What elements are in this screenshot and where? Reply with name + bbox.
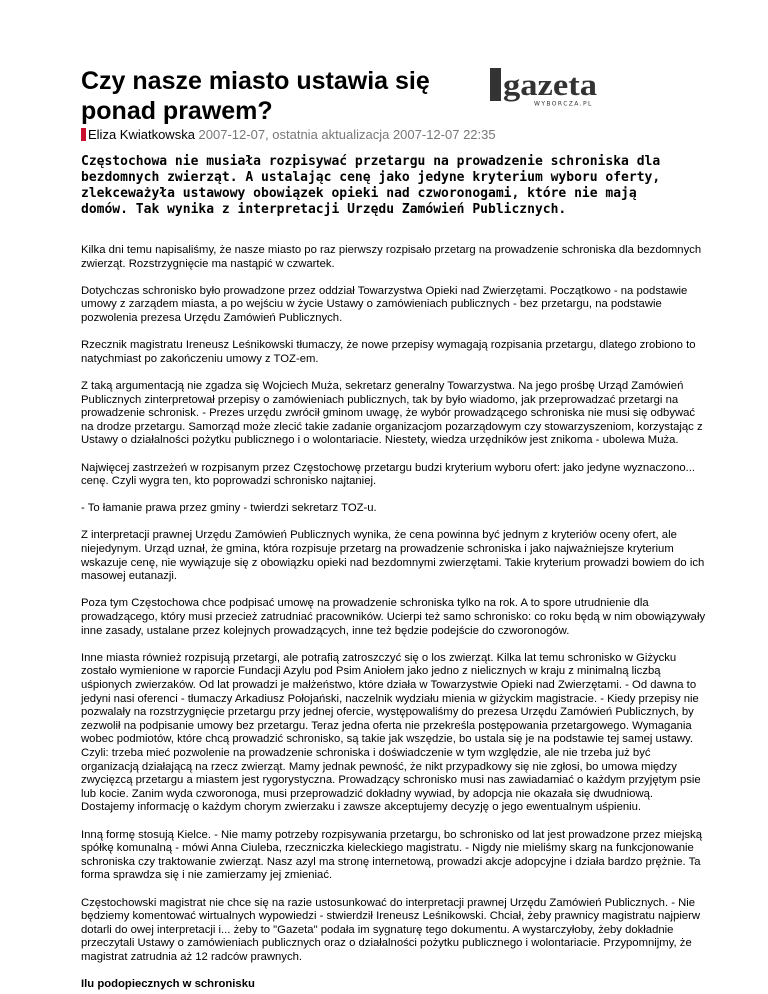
- paragraph: Inne miasta również rozpisują przetargi, ale potrafią zatroszczyć się o los zwierząt. Kilka lat temu schronisko w Giżycku zostało wymienione w raporcie Fundacji Azylu pod Psim Aniołem jako jedno z nielicznych w kraju z minimalną liczbą uśpionych zwierzaków. Od lat prowadzi je małżeństwo, które działa w Towarzystwie Opieki nad Zwierzętami. - Od dawna to jedyni nasi oferenci - tłumaczy Arkadiusz Połojański, naczelnik wydziału mienia w giżyckim magistracie. - Kiedy przepisy nie pozwalały na rozstrzygnięcie przetargu przy jednej ofercie, występowaliśmy do prezesa Urzędu Zamówień Publicznych, by zezwolił na podpisanie umowy bez przetargu. Teraz jedna oferta nie przekreśla postępowania przetargowego. Wymagania wobec podmiotów, które chcą prowadzić schronisko, są takie jak wszędzie, bo ustala się je na podstawie tej samej ustawy. Czyli: trzeba mieć pozwolenie na prowadzenie schroniska i doświadczenie w tym względzie, ale nie trzeba już być organizacją działającą na rzecz zwierząt. Mamy jednak pewność, że nikt przypadkowy się nie zgłosi, bo umowa między zwycięzcą przetargu a miastem jest rygorystyczna. Prowadzący schronisko musi nas zawiadamiać o każdym przyjętym psie lub kocie. Zanim wyda czworonoga, musi przeprowadzić dokładny wywiad, by adopcja nie okazała się dwudniową. Dostajemy informację o każdym chorym zwierzaku i zawsze akceptujemy decyzję o jego ewentualnym uśpieniu.: [81, 651, 701, 814]
- paragraph: Częstochowski magistrat nie chce się na razie ustosunkować do interpretacji prawnej Urzędu Zamówień Publicznych. - Nie będziemy komentować wirtualnych wypowiedzi - stwierdził Ireneusz Leśnikowski. Chciał, żeby prawnicy magistratu najpierw dotarli do owej interpretacji i... żeby to "Gazeta" podała im sygnaturę tego dokumentu. A wystarczyłoby, żeby dokładnie przeczytali Ustawy o zamówieniach publicznych oraz o działalności pożytku publicznego i wolontariacie. Przypomnijmy, że magistrat zatrudnia aż 12 radców prawnych.: [81, 896, 701, 963]
- paragraph: Najwięcej zastrzeżeń w rozpisanym przez Częstochowę przetargu budzi kryterium wyboru ofert: jako jedyne wyznaczono... cenę. Czyli wygra ten, kto poprowadzi schronisko najtaniej.: [81, 461, 696, 488]
- logo-wordmark: gazeta: [503, 68, 598, 102]
- paragraph: - To łamanie prawa przez gminy - twierdzi sekretarz TOZ-u.: [81, 502, 377, 515]
- byline-marker: [81, 128, 86, 141]
- byline: [81, 127, 496, 143]
- paragraph: Dotychczas schronisko było prowadzone przez oddział Towarzystwa Opieki nad Zwierzętami. Początkowo - na podstawie umowy z zarządem miasta, a po wejściu w życie Ustawy o zamówieniach publicznych - bez przetargu, na podstawie pozwolenia prezesa Urzędu Zamówień Publicznych.: [81, 284, 688, 324]
- paragraph: Z taką argumentacją nie zgadza się Wojciech Muża, sekretarz generalny Towarzystwa. Na jego prośbę Urząd Zamówień Publicznych zinterpretował przepisy o zamówieniach publicznych, tak by było wiadomo, jak przeprowadzać przetargi na prowadzenie schronisk. - Prezes urzędu zwrócił gminom uwagę, że wybór prowadzącego schroniska nie musi się odbywać na drodze przetargu. Samorząd może zlecić takie zadanie organizacjom pozarządowym czy stowarzyszeniom, korzystając z Ustawy o działalności pożytku publicznego i o wolontariacie. Niestety, wiedza urzędników jest znikoma - ubolewa Muża.: [81, 379, 703, 447]
- paragraph: Z interpretacji prawnej Urzędu Zamówień Publicznych wynika, że cena powinna być jednym z kryteriów oceny ofert, ale niejedynym. Urząd uznał, że gmina, która rozpisuje przetarg na prowadzenie schroniska i jako najważniejsze kryterium wskazuje cenę, nie wywiązuje się z obowiązku opieki nad bezdomnymi zwierzętami. Takie kryterium prowadzi bowiem do ich masowej eutanazji.: [81, 529, 705, 583]
- paragraph: Kilka dni temu napisaliśmy, że nasze miasto po raz pierwszy rozpisało przetarg na prowadzenie schroniska dla bezdomnych zwierząt. Rozstrzygnięcie ma nastąpić w czwartek.: [81, 244, 702, 270]
- subheading: Ilu podopiecznych w schronisku: [81, 978, 255, 991]
- article-lead: Częstochowa nie musiała rozpisywać przetargu na prowadzenie schroniska dla bezdomnych zwierząt. A ustalając cenę jako jedyne kryterium wyboru oferty, zlekceważyła ustawowy obowiązek opieki nad czworonogami, które nie mają domów. Tak wynika z interpretacji Urzędu Zamówień Publicznych.: [81, 154, 661, 217]
- logo-subtext: WYBORCZA.PL: [534, 100, 593, 108]
- gazeta-logo: [490, 68, 598, 108]
- paragraph: Poza tym Częstochowa chce podpisać umowę na prowadzenie schroniska tylko na rok. A to spore utrudnienie dla prowadzącego, który musi przecież zatrudniać pracowników. Ucierpi też samo schronisko: co roku będą w nim obowiązywały inne zasady, ustalane przez kolejnych prowadzących, inne też będzie podejście do czworonogów.: [81, 597, 706, 637]
- article-body: [81, 244, 706, 992]
- paragraph: Inną formę stosują Kielce. - Nie mamy potrzeby rozpisywania przetargu, bo schronisko od lat jest prowadzone przez miejską spółkę komunalną - mówi Anna Ciuleba, rzeczniczka kieleckiego magistratu. - Nigdy nie mieliśmy skarg na funkcjonowanie schroniska czy traktowanie zwierząt. Nasz azyl ma stronę internetową, prowadzi akcje adopcyjne i działa bardzo prężnie. Ta forma sprawdza się i nie zamierzamy jej zmieniać.: [81, 828, 702, 882]
- author-name: Eliza Kwiatkowska: [88, 127, 195, 142]
- page-title: Czy nasze miasto ustawia się ponad prawem?: [81, 67, 430, 125]
- paragraph: Rzecznik magistratu Ireneusz Leśnikowski tłumaczy, że nowe przepisy wymagają rozpisania przetargu, dlatego zrobiono to natychmiast po zakończeniu umowy z TOZ-em.: [81, 339, 696, 365]
- logo-mark: [490, 68, 501, 101]
- publication-date: 2007-12-07, ostatnia aktualizacja 2007-12-07 22:35: [194, 127, 496, 142]
